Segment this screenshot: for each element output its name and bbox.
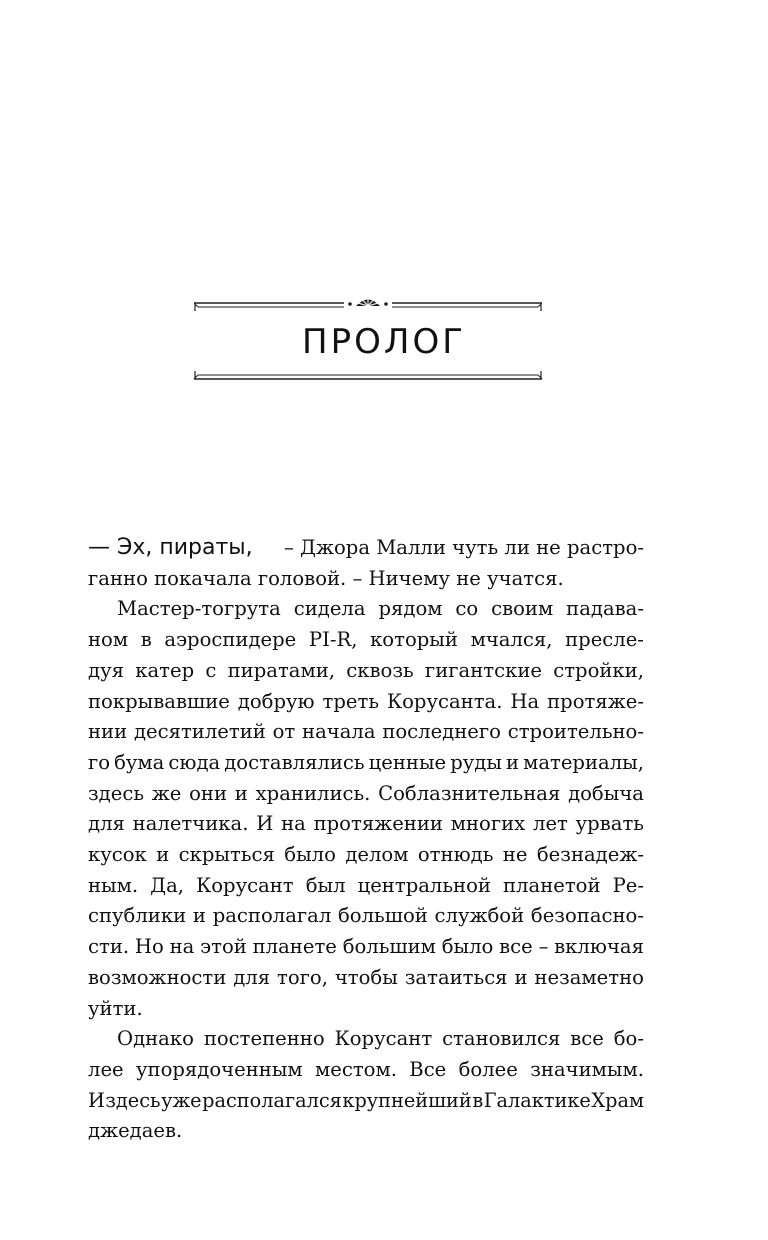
text-line: Однако постепенно Корусант становился все бо- [117,1027,644,1051]
text-line: возможности для того, чтобы затаиться и незаметно [88,965,644,989]
text-line: ном в аэроспидере PI-R, который мчался, пресле- [88,628,644,652]
text-line: здесь же они и хранились. Соблазнительная добыча [88,781,644,805]
text-line: ганно покачала головой. – Ничему не учатся. [88,566,564,590]
text-line: дуя катер с пиратами, сквозь гигантские стройки, [88,658,644,682]
text-line: нии десятилетий от начала последнего строительно- [88,720,644,744]
text-line: покрывавшие добрую треть Корусанта. На протяже- [88,689,644,713]
chapter-title: ПРОЛОГ [302,322,466,362]
text-line: для налетчика. И на протяжении многих лет урвать [88,812,644,836]
text-line: И здесь уже располагался крупнейший в Галактике Храм [88,1088,644,1112]
text-line: джедаев. [88,1119,183,1143]
text-line: го бума сюда доставлялись ценные руды и материалы, [88,750,644,774]
text-line: кусок и скрыться было делом отнюдь не безнадеж- [88,843,644,867]
body-text [88,533,644,1147]
text-line: сти. Но на этой планете большим было все – включая [88,935,644,959]
text-line: ным. Да, Корусант был центральной планетой Ре- [88,873,644,897]
text-line: уйти. [88,996,143,1020]
opening-words: — Эх, пираты, [88,535,253,560]
text-line: лее упорядоченным местом. Все более значимым. [88,1057,644,1081]
text-line: Мастер-тогрута сидела рядом со своим падава- [117,597,644,621]
text-line: спублики и располагал большой службой безопасно- [88,904,644,928]
text-line: — Эх, пираты, – Джора Малли чуть ли не растро- [88,535,644,560]
